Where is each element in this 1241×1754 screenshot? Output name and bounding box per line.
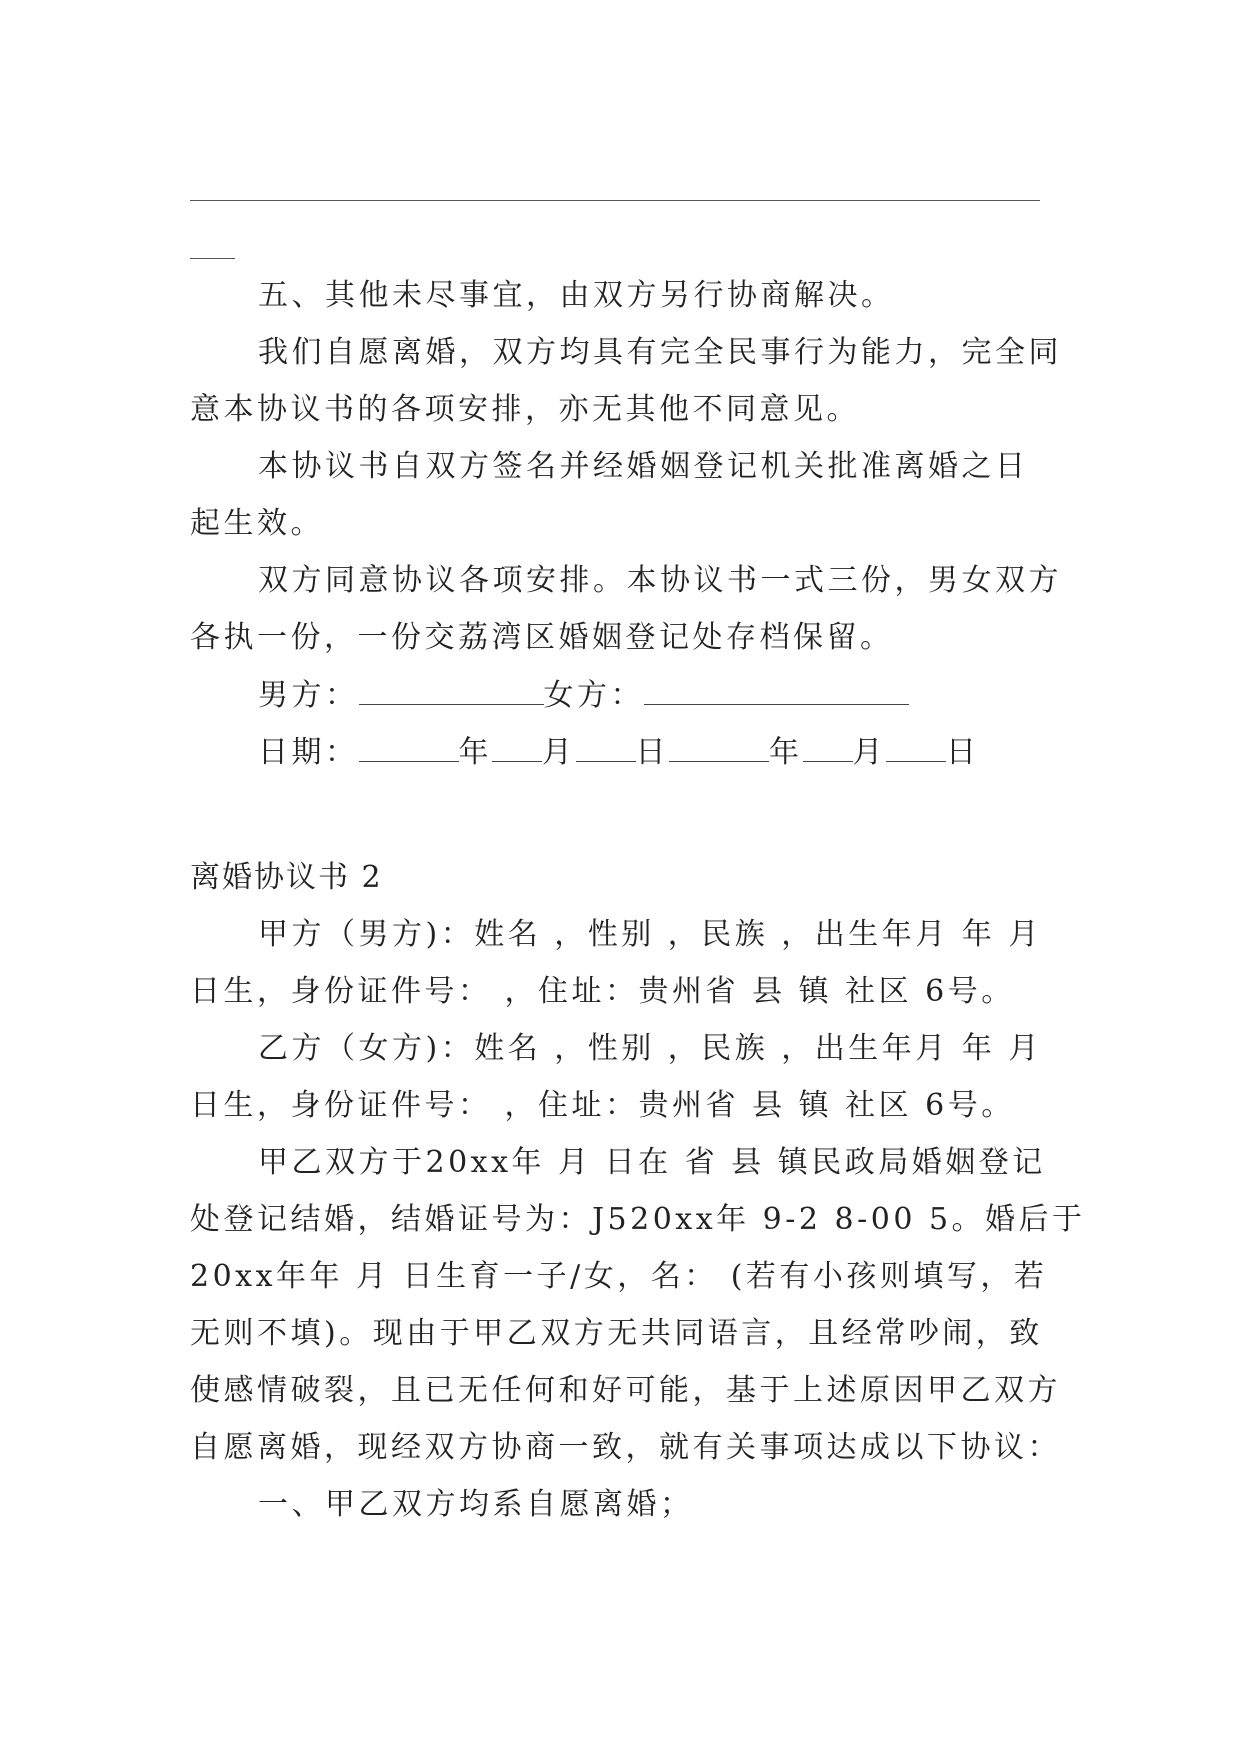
- month-field[interactable]: [803, 735, 853, 762]
- month-field[interactable]: [492, 735, 542, 762]
- female-signature-label: 女方：: [543, 678, 644, 713]
- month-label: 月: [542, 735, 576, 770]
- paragraph-line: 自愿离婚，现经双方协商一致，就有关事项达成以下协议：: [190, 1430, 1061, 1465]
- male-signature-field[interactable]: [359, 678, 544, 705]
- paragraph-line: 20xx年年 月 日生育一子/女，名： (若有小孩则填写，若: [190, 1259, 1048, 1294]
- year-field[interactable]: [669, 735, 769, 762]
- male-signature-label: 男方：: [258, 678, 359, 713]
- date-line: [190, 723, 1070, 783]
- paragraph-line: 起生效。: [190, 506, 324, 541]
- paragraph-line: 日生，身份证件号： ，住址：贵州省 县 镇 社区 6号。: [190, 1088, 1015, 1123]
- paragraph-line: 意本协议书的各项安排，亦无其他不同意见。: [190, 392, 860, 427]
- day-field[interactable]: [886, 735, 946, 762]
- paragraph-line: 乙方（女方)：姓名 ，性别 ，民族 ，出生年月 年 月: [258, 1031, 1042, 1066]
- paragraph-line: 甲方（男方)：姓名 ，性别 ，民族 ，出生年月 年 月: [258, 917, 1042, 952]
- day-field[interactable]: [576, 735, 636, 762]
- month-label: 月: [852, 735, 886, 770]
- year-label: 年: [769, 735, 803, 770]
- year-field[interactable]: [359, 735, 459, 762]
- paragraph-line: 无则不填)。现由于甲乙双方无共同语言，且经常吵闹，致: [190, 1316, 1043, 1351]
- day-label: 日: [946, 735, 980, 770]
- blank-line-long: [190, 200, 1040, 201]
- paragraph-line: 使感情破裂，且已无任何和好可能，基于上述原因甲乙双方: [190, 1373, 1061, 1408]
- signature-line: [190, 666, 1070, 726]
- paragraph-line: 甲乙双方于20xx年 月 日在 省 县 镇民政局婚姻登记: [258, 1145, 1046, 1180]
- section-heading: 离婚协议书 2: [190, 860, 383, 895]
- paragraph-line: 一、甲乙双方均系自愿离婚；: [258, 1487, 694, 1522]
- date-label: 日期：: [258, 735, 359, 770]
- blank-line-short: [190, 258, 235, 259]
- paragraph-line: 我们自愿离婚，双方均具有完全民事行为能力，完全同: [258, 335, 1062, 370]
- paragraph-line: 五、其他未尽事宜，由双方另行协商解决。: [258, 278, 895, 313]
- paragraph-line: 处登记结婚，结婚证号为：J520xx年 9-2 8-00 5。婚后于: [190, 1202, 1086, 1237]
- female-signature-field[interactable]: [644, 678, 909, 705]
- day-label: 日: [635, 735, 669, 770]
- paragraph-line: 双方同意协议各项安排。本协议书一式三份，男女双方: [258, 563, 1062, 598]
- paragraph-line: 本协议书自双方签名并经婚姻登记机关批准离婚之日: [258, 449, 1029, 484]
- paragraph-line: 日生，身份证件号： ，住址：贵州省 县 镇 社区 6号。: [190, 974, 1015, 1009]
- year-label: 年: [458, 735, 492, 770]
- paragraph-line: 各执一份，一份交荔湾区婚姻登记处存档保留。: [190, 620, 894, 655]
